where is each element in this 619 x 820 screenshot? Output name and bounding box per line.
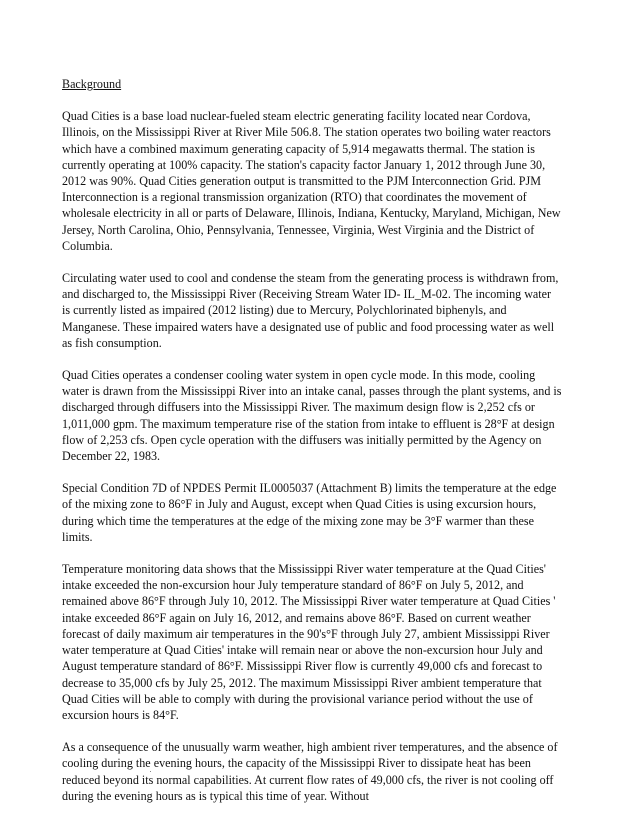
paragraph-facility-overview: Quad Cities is a base load nuclear-fueled steam electric generating facility located near Cordova, Illinois, on the Mississippi River at River Mile 506.8. The station operates two boiling water reactors which have a combined maximum generating capacity of 5,914 megawatts thermal. The station is currently operating at 100% capacity. The station's capacity factor January 1, 2012 through June 30, 2012 was 90%. Quad Cities generation output is transmitted to the PJM Interconnection Grid. PJM Interconnection is a regional transmission organization (RTO) that coordinates the movement of wholesale electricity in all or parts of Delaware, Illinois, Indiana, Kentucky, Maryland, Michigan, New Jersey, North Carolina, Ohio, Pennsylvania, Tennessee, Virginia, West Virginia and the District of Columbia. [62,109,561,253]
paragraph-temperature-monitoring: Temperature monitoring data shows that the Mississippi River water temperature at the Quad Cities' intake exceeded the non-excursion hour July temperature standard of 86°F on July 5, 2012, and remained above 86°F through July 10, 2012. The Mississippi River water temperature at Quad Cities ' intake exceeded 86°F again on July 16, 2012, and remains above 86°F. Based on current weather forecast of daily maximum air temperatures in the 90's°F through July 27, ambient Mississippi River water temperature at Quad Cities' intake will remain near or above the non-excursion hour July and August temperature standard of 86°F. Mississippi River flow is currently 49,000 cfs and forecast to decrease to 35,000 cfs by July 25, 2012. The maximum Mississippi River ambient temperature that Quad Cities will be able to comply with during the provisional variance period without the use of excursion hours is 84°F. [62,562,556,722]
section-heading: Background [62,77,122,91]
paragraph-cooling-system: Quad Cities operates a condenser cooling water system in open cycle mode. In this mode, cooling water is drawn from the Mississippi River into an intake canal, passes through the plant systems, and is discharged through diffusers into the Mississippi River. The maximum design flow is 2,252 cfs or 1,011,000 gpm. The maximum temperature rise of the station from intake to effluent is 28°F at design flow of 2,253 cfs. Open cycle operation with the diffusers was initially permitted by the Agency on December 22, 1983. [62,368,562,464]
paragraph-special-condition: Special Condition 7D of NPDES Permit IL0005037 (Attachment B) limits the temperature at the edge of the mixing zone to 86°F in July and August, except when Quad Cities is using excursion hours, during which time the temperatures at the edge of the mixing zone may be 3°F warmer than these limits. [62,481,557,544]
paragraph-circulating-water: Circulating water used to cool and condense the steam from the generating process is withdrawn from, and discharged to, the Mississippi River (Receiving Stream Water ID- IL_M-02. The incoming water is currently listed as impaired (2012 listing) due to Mercury, Polychlorinated biphenyls, and Manganese. These impaired waters have a designated use of public and food processing water as well as fish consumption. [62,271,559,350]
document-body [62,76,562,820]
paragraph-consequence: As a consequence of the unusually warm weather, high ambient river temperatures, and the absence of cooling during the evening hours, the capacity of the Mississippi River to dissipate heat has been reduced beyond its normal capabilities. At current flow rates of 49,000 cfs, the river is not cooling off during the evening hours as is typical this time of year. Without [62,740,558,803]
scan-speck [150,771,151,772]
